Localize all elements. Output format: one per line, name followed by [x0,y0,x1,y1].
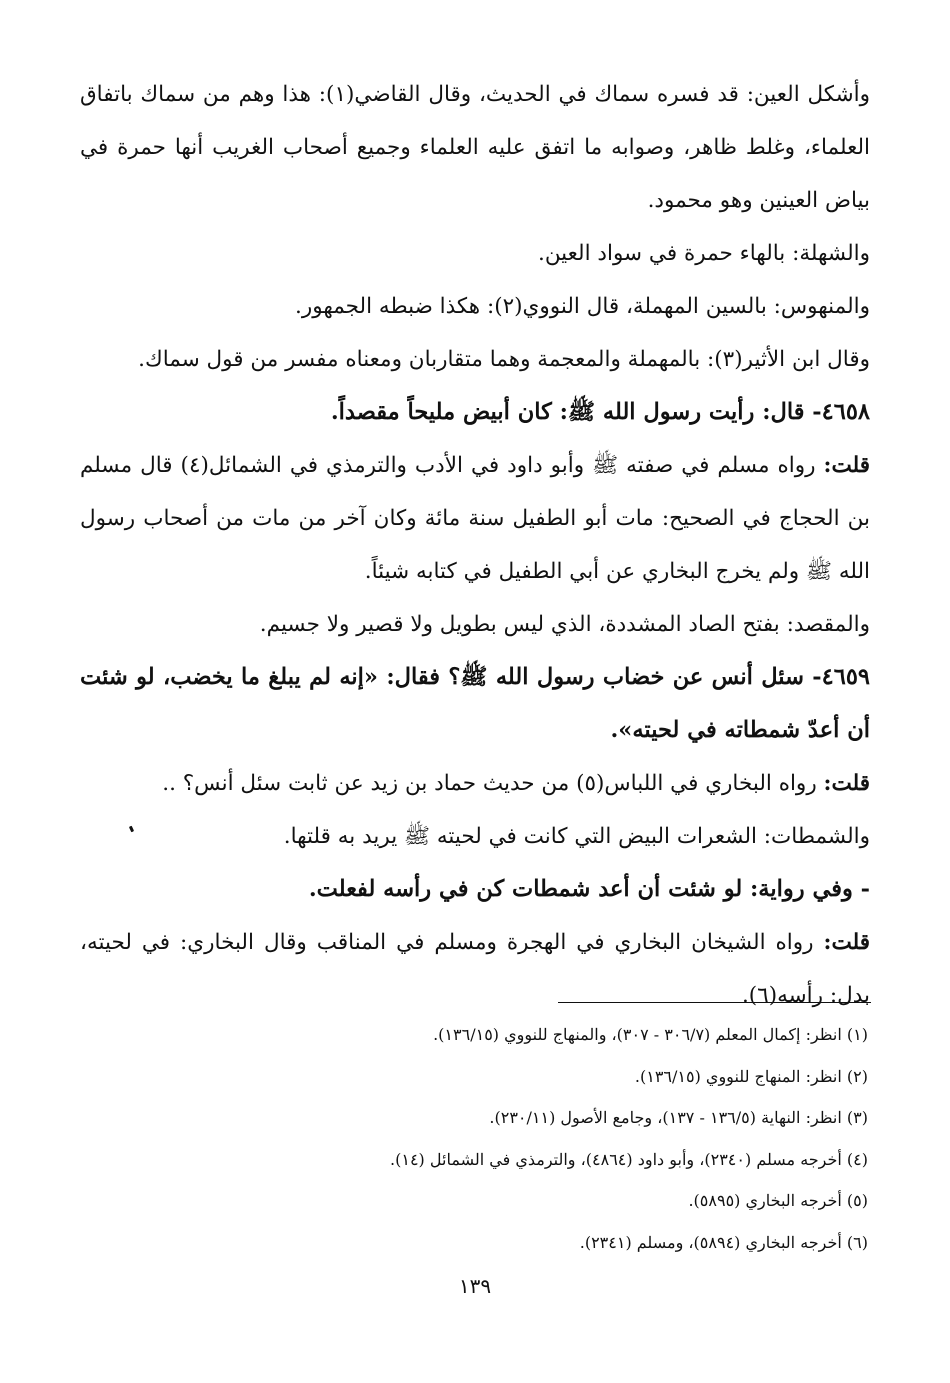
commentary-riwaya-text: رواه الشيخان البخاري في الهجرة ومسلم في المناقب وقال البخاري: في لحيته، بدل: رأسه(٦). [80,930,870,1008]
paragraph-shamatat-definition: والشمطات: الشعرات البيض التي كانت في لحيته ﷺ يريد به قلتها. [283,824,870,849]
paragraph-shuhla-definition: والشهلة: بالهاء حمرة في سواد العين. [537,241,870,266]
paragraph-manhus-definition: والمنهوس: بالسين المهملة، قال النووي(٢): هكذا ضبطه الجمهور. [295,294,870,319]
qult-label: قلت: [823,930,870,955]
commentary-4658 [80,439,870,598]
footnote-2: (٢) انظر: المنهاج للنووي (١٣٦/١٥). [634,1066,868,1086]
commentary-riwaya [80,916,870,1022]
footnote-1: (١) انظر: إكمال المعلم (٣٠٦/٧ - ٣٠٧)، والمنهاج للنووي (١٣٦/١٥). [433,1025,868,1044]
page-number: ١٣٩ [458,1274,492,1298]
commentary-4659-text: رواه البخاري في اللباس(٥) من حديث حماد بن زيد عن ثابت سئل أنس؟ .. [162,771,817,796]
main-text [80,68,870,1022]
paragraph-ashkal-definition: وأشكل العين: قد فسره سماك في الحديث، وقال القاضي(١): هذا وهم من سماك باتفاق العلماء، وغلط ظاهر، وصوابه ما اتفق عليه العلماء وجميع أصحاب الغريب أنها حمرة في بياض العينين وهو محمود. [80,82,871,213]
riwaya-variant: - وفي رواية: لو شئت أن أعد شمطات كن في رأسه لفعلت. [308,876,870,902]
footnotes [88,1014,868,1263]
commentary-4658-text: رواه مسلم في صفته ﷺ وأبو داود في الأدب والترمذي في الشمائل(٤) قال مسلم بن الحجاج في الصحيح: مات أبو الطفيل سنة مائة وكان آخر من مات من أصحاب رسول الله ﷺ ولم يخرج البخاري عن أبي الطفيل في كتابه شيئاً. [80,453,870,584]
footnote-4: (٤) أخرجه مسلم (٢٣٤٠)، وأبو داود (٤٨٦٤)، والترمذي في الشمائل (١٤). [390,1149,868,1169]
commentary-4659 [80,757,870,810]
paragraph-muqsad-definition: والمقصد: بفتح الصاد المشددة، الذي ليس بطويل ولا قصير ولا جسيم. [259,612,870,637]
hadith-4658: ٤٦٥٨- قال: رأيت رسول الله ﷺ: كان أبيض مليحاً مقصداً. [330,399,870,425]
footnote-3: (٣) انظر: النهاية (١٣٦/٥ - ١٣٧)، وجامع الأصول (٢٣٠/١١). [489,1108,868,1127]
footnote-6: (٦) أخرجه البخاري (٥٨٩٤)، ومسلم (٢٣٤١). [579,1232,868,1252]
qult-label: قلت: [823,453,870,478]
footnote-separator [558,1002,871,1003]
footnote-5: (٥) أخرجه البخاري (٥٨٩٥). [688,1191,868,1210]
hadith-4659: ٤٦٥٩- سئل أنس عن خضاب رسول الله ﷺ؟ فقال: «إنه لم يبلغ ما يخضب، لو شئت أن أعدّ شمطاته في لحيته». [80,664,870,743]
paragraph-ibn-athir-note: وقال ابن الأثير(٣): بالمهملة والمعجمة وهما متقاربان ومعناه مفسر من قول سماك. [138,347,870,372]
qult-label: قلت: [823,771,870,796]
